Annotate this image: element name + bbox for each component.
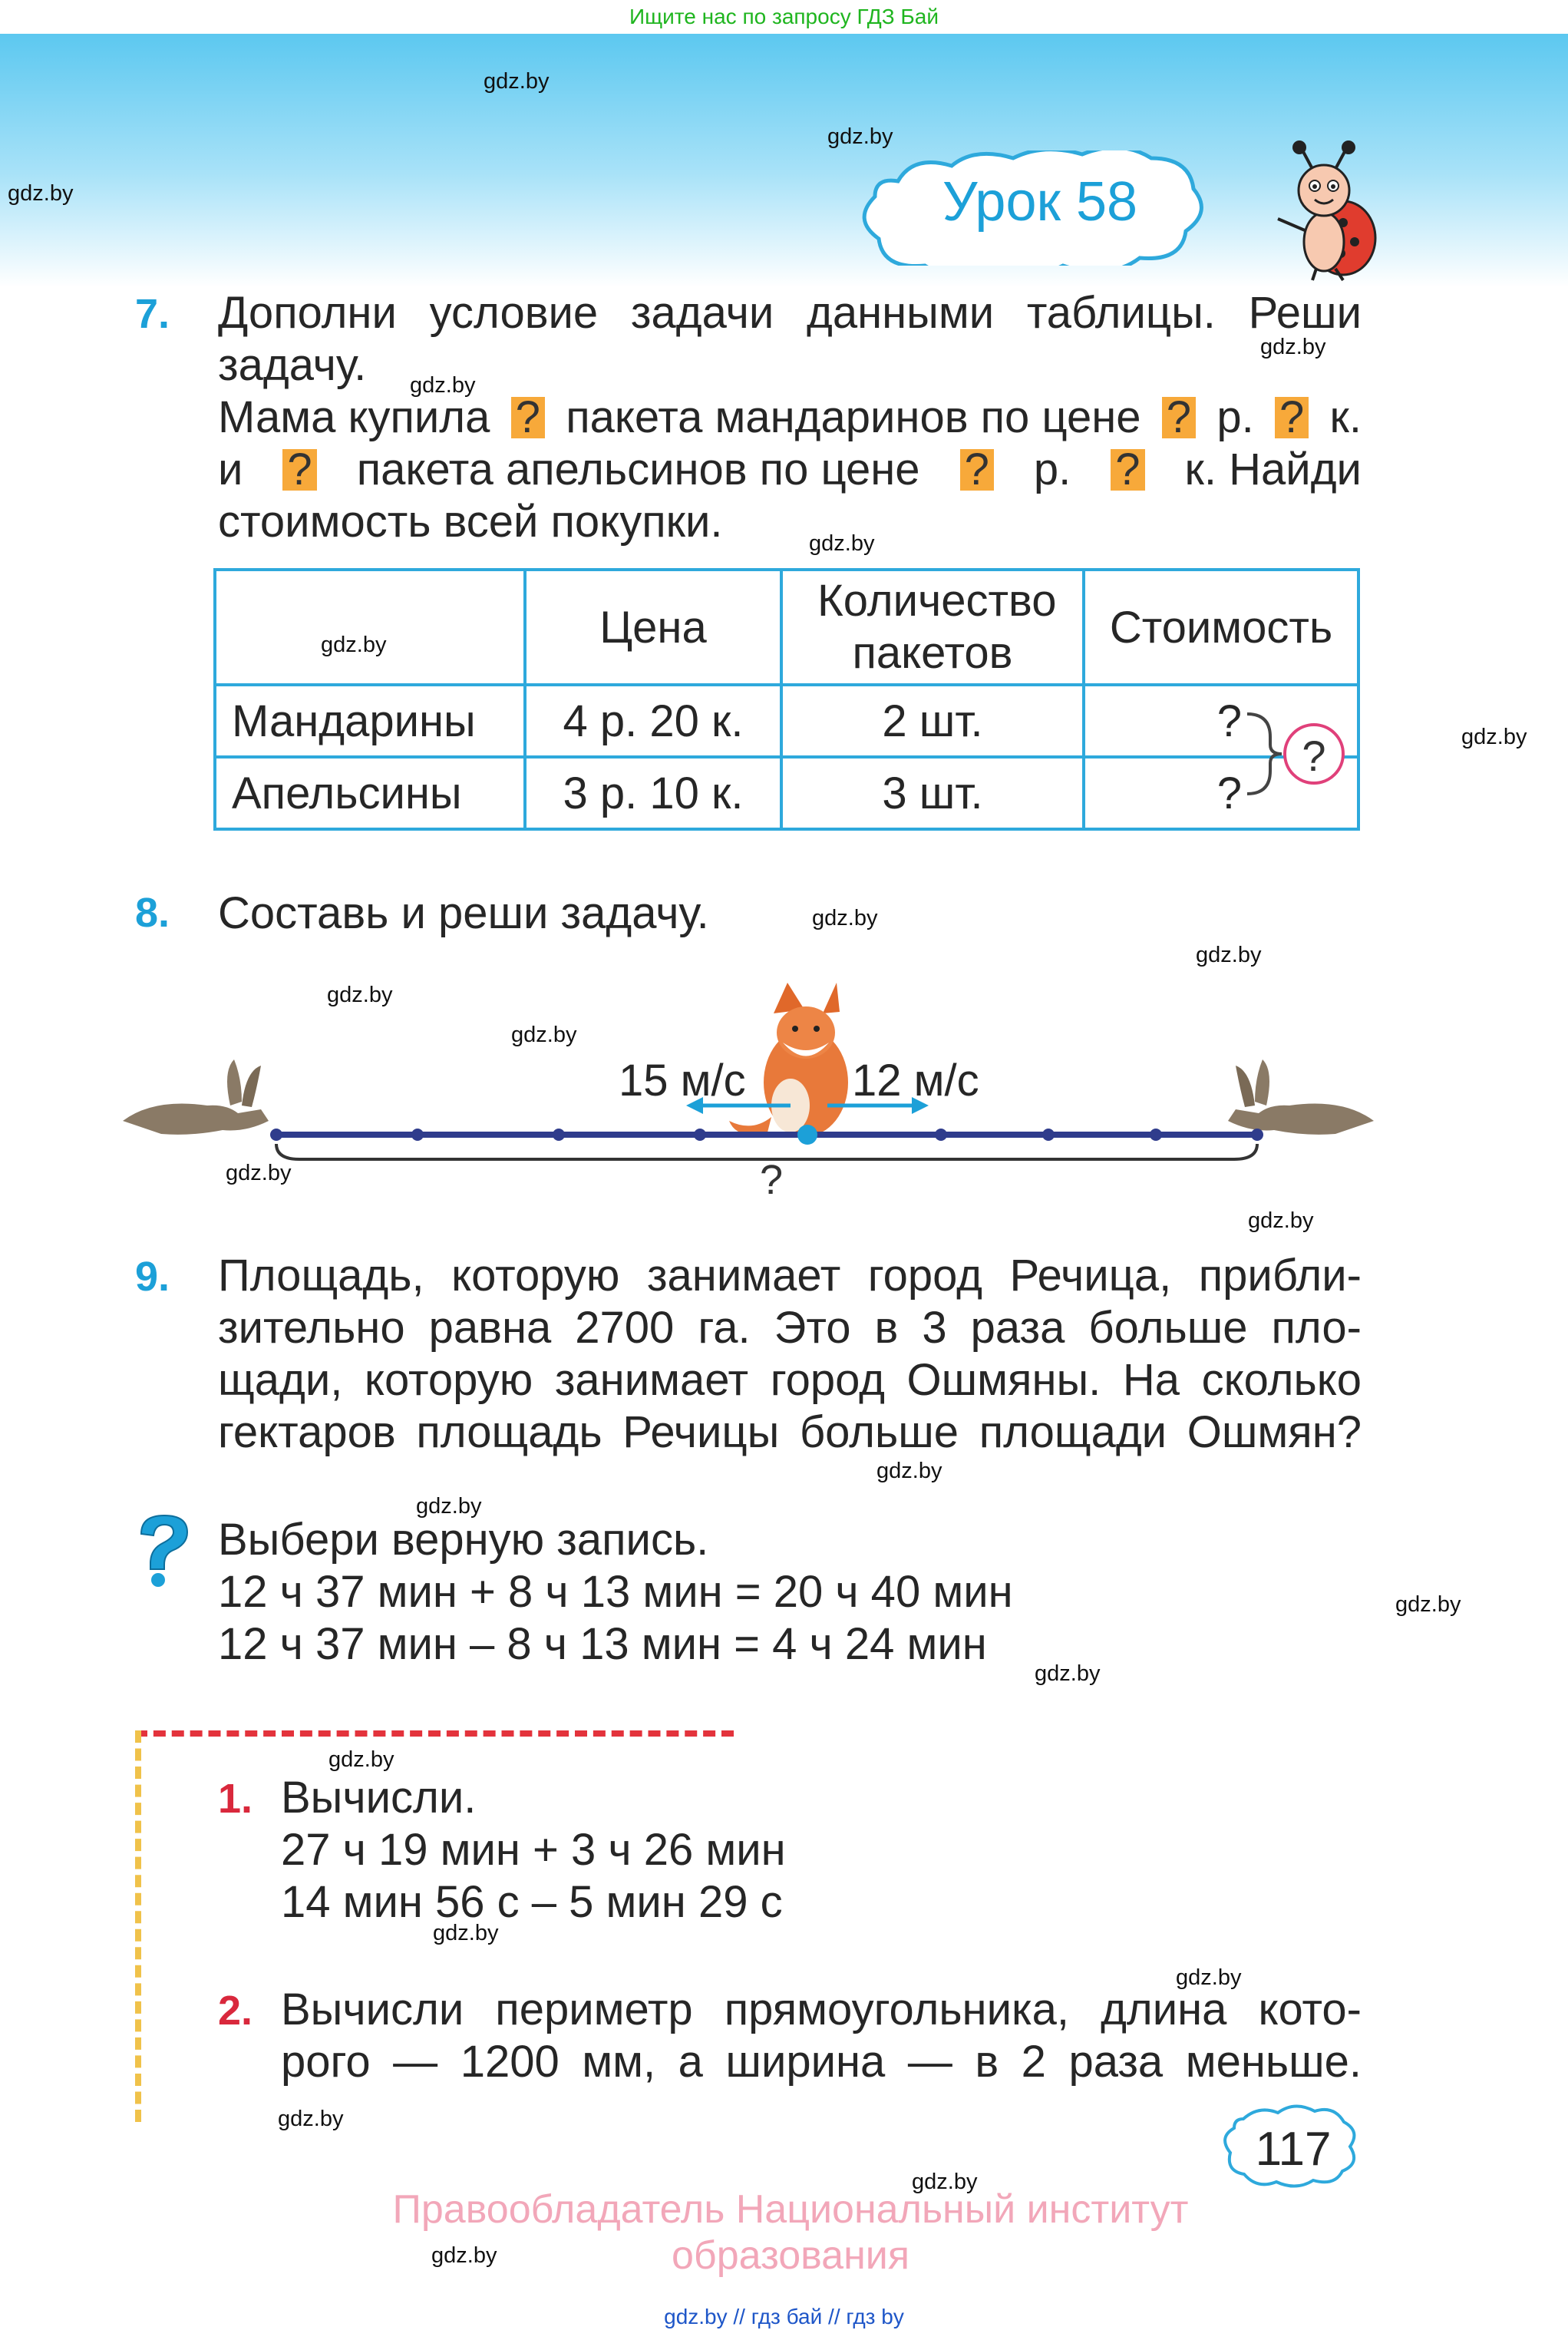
task9-line: щади, которую занимает город Ошмяны. На сколько	[218, 1355, 1362, 1405]
watermark: gdz.by	[226, 1161, 292, 1185]
task7-line: стоимость всей покупки.	[218, 497, 723, 547]
review-frame-top	[135, 1730, 734, 1737]
watermark: gdz.by	[1248, 1208, 1314, 1233]
page-number: 117	[1255, 2123, 1332, 2176]
task7-text-fragment: пакета апельсинов по цене	[356, 445, 920, 494]
review-expression: 14 мин 56 с – 5 мин 29 с	[281, 1877, 783, 1927]
question-box: ?	[511, 397, 545, 438]
table-cell: ?	[1084, 685, 1358, 757]
table-cell: 3 шт.	[781, 757, 1084, 829]
hare-icon	[1228, 1059, 1374, 1135]
table-cell: 4 р. 20 к.	[525, 685, 781, 757]
question-box: ?	[1111, 449, 1144, 491]
footer-links: gdz.by // гдз бай // гдз by	[664, 2305, 904, 2328]
review-line: рого — 1200 мм, а ширина — в 2 раза меньше.	[281, 2037, 1362, 2087]
review-frame-left	[135, 1730, 141, 2122]
table-header: Стоимость	[1084, 570, 1358, 685]
review-title: Вычисли.	[281, 1773, 477, 1823]
watermark: gdz.by	[328, 1747, 394, 1772]
task7-text-fragment: р.	[1216, 392, 1254, 442]
task7-text-fragment: пакета мандаринов по цене	[566, 392, 1141, 442]
watermark: gdz.by	[511, 1023, 577, 1047]
task7-text-fragment: Мама купила	[218, 392, 490, 442]
task7-text-fragment: р.	[1033, 445, 1071, 494]
task8-text: Составь и реши задачу.	[218, 888, 709, 938]
table-cell: 3 р. 10 к.	[525, 757, 781, 829]
task9-line: Площадь, которую занимает город Речица, прибли-	[218, 1251, 1362, 1301]
question-box: ?	[282, 449, 316, 491]
price-table	[213, 568, 1360, 831]
table-cell: 2 шт.	[781, 685, 1084, 757]
choice-option: 12 ч 37 мин – 8 ч 13 мин = 4 ч 24 мин	[218, 1619, 987, 1669]
distance-question: ?	[760, 1157, 784, 1203]
watermark: gdz.by	[827, 124, 893, 149]
review-item-2	[281, 1984, 1362, 2088]
watermark: gdz.by	[431, 2243, 497, 2268]
total-cost-question: ?	[1302, 732, 1326, 780]
ladybug-icon	[1270, 138, 1378, 284]
watermark: gdz.by	[327, 983, 393, 1007]
table-header-row	[215, 570, 1358, 685]
lesson-title: Урок 58	[942, 171, 1138, 233]
watermark: gdz.by	[321, 633, 387, 657]
watermark: gdz.by	[912, 2170, 978, 2194]
hare-icon	[123, 1059, 269, 1135]
watermark: gdz.by	[410, 373, 476, 398]
speed-right-label: 12 м/с	[852, 1056, 979, 1106]
watermark: gdz.by	[1461, 725, 1527, 749]
task-number: 8.	[135, 890, 170, 936]
question-mark-icon	[130, 1512, 192, 1589]
watermark: gdz.by	[812, 906, 878, 930]
task7-text-fragment: и	[218, 445, 243, 494]
choice-title: Выбери верную запись.	[218, 1515, 709, 1565]
watermark: gdz.by	[416, 1494, 482, 1519]
watermark: gdz.by	[1260, 335, 1326, 359]
fox-icon	[729, 983, 848, 1136]
review-expression: 27 ч 19 мин + 3 ч 26 мин	[281, 1825, 786, 1875]
review-item-1	[281, 1772, 786, 1929]
table-row	[215, 757, 1358, 829]
watermark: gdz.by	[278, 2107, 344, 2131]
choice-option: 12 ч 37 мин + 8 ч 13 мин = 20 ч 40 мин	[218, 1567, 1013, 1617]
task7-line: задачу.	[218, 340, 367, 390]
watermark: gdz.by	[876, 1459, 942, 1483]
task7-text	[218, 287, 1362, 548]
task7-line	[218, 444, 1362, 496]
watermark: gdz.by	[1176, 1965, 1242, 1990]
review-number: 1.	[218, 1776, 253, 1822]
table-cell: Апельсины	[215, 757, 525, 829]
task9-text	[218, 1250, 1362, 1459]
question-box: ?	[960, 449, 994, 491]
table-header-text: Количество пакетов	[817, 576, 1057, 678]
watermark: gdz.by	[809, 531, 875, 556]
watermark: gdz.by	[1395, 1592, 1461, 1617]
task7-text-fragment: к.	[1329, 392, 1362, 442]
table-header	[781, 570, 1084, 685]
task7-line	[218, 392, 1362, 444]
copyright-line: Правообладатель Национальный институт образования	[392, 2187, 1189, 2278]
watermark: gdz.by	[1196, 943, 1262, 967]
task7-text-fragment: к. Найди	[1184, 445, 1362, 494]
table-cell: Мандарины	[215, 685, 525, 757]
watermark: gdz.by	[433, 1921, 499, 1945]
table-header	[215, 570, 525, 685]
task9-line: зительно равна 2700 га. Это в 3 раза больше пло-	[218, 1303, 1362, 1353]
task9-line: гектаров площадь Речицы больше площади Ошмян?	[218, 1407, 1362, 1457]
speed-left-label: 15 м/с	[619, 1056, 746, 1106]
review-line: Вычисли периметр прямоугольника, длина кото-	[281, 1985, 1362, 2034]
choice-block	[218, 1514, 1013, 1671]
watermark: gdz.by	[484, 69, 550, 94]
watermark: gdz.by	[8, 181, 74, 206]
task-number: 7.	[135, 291, 170, 337]
review-number: 2.	[218, 1988, 253, 2034]
question-box: ?	[1275, 397, 1309, 438]
task7-line: Дополни условие задачи данными таблицы. Реши	[218, 288, 1362, 338]
task-number: 9.	[135, 1254, 170, 1300]
table-row	[215, 685, 1358, 757]
table-header: Цена	[525, 570, 781, 685]
question-box: ?	[1162, 397, 1196, 438]
table-cell: ?	[1084, 757, 1358, 829]
watermark: gdz.by	[1035, 1661, 1101, 1686]
search-banner: Ищите нас по запросу ГДЗ Бай	[629, 5, 939, 28]
motion-diagram	[115, 952, 1381, 1198]
